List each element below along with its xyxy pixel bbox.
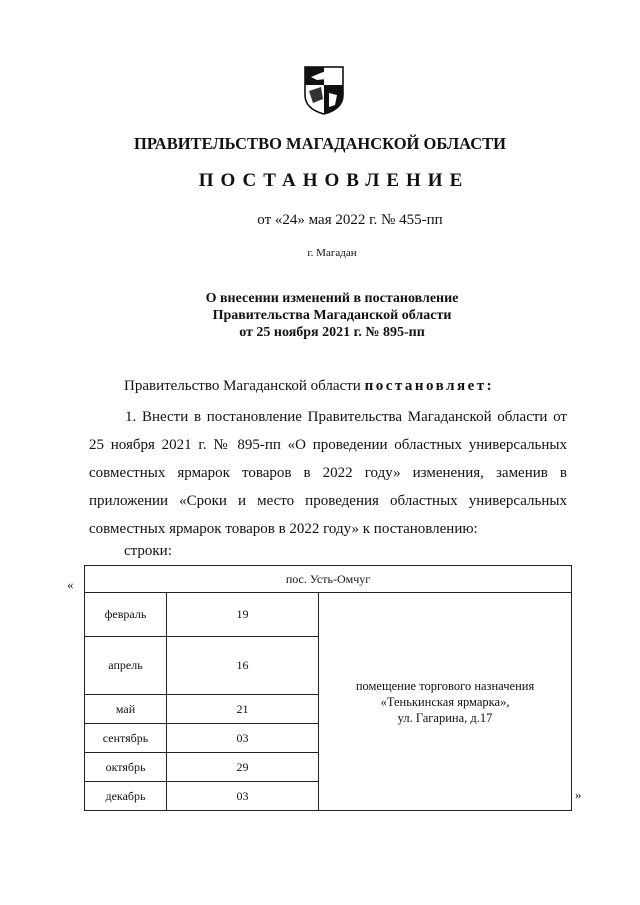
day-cell: 21: [167, 695, 319, 724]
month-cell: май: [85, 695, 167, 724]
subject-line-3: от 25 ноября 2021 г. № 895-пп: [239, 325, 425, 340]
date-and-number: от «24» мая 2022 г. № 455-пп: [257, 212, 443, 228]
city: г. Магадан: [307, 247, 357, 259]
month-cell: апрель: [85, 637, 167, 695]
preamble-verb: постановляет:: [364, 378, 495, 394]
month-cell: октябрь: [85, 753, 167, 782]
rows-label: строки:: [124, 543, 172, 559]
day-cell: 03: [167, 724, 319, 753]
subject-line-2: Правительства Магаданской области: [212, 308, 452, 323]
opening-quote: «: [67, 577, 74, 592]
fair-schedule-table: [84, 565, 572, 811]
preamble-subject: Правительство Магаданской области: [124, 378, 361, 394]
month-cell: сентябрь: [85, 724, 167, 753]
government-name: ПРАВИТЕЛЬСТВО МАГАДАНСКОЙ ОБЛАСТИ: [134, 134, 506, 153]
document-subject: [0, 290, 640, 341]
document-type: ПОСТАНОВЛЕНИЕ: [198, 170, 470, 191]
day-cell: 19: [167, 593, 319, 637]
closing-quote: »: [575, 787, 582, 802]
place-line-2: «Тенькинская ярмарка»,: [380, 694, 510, 709]
month-cell: февраль: [85, 593, 167, 637]
month-cell: декабрь: [85, 782, 167, 811]
location-header: пос. Усть-Омчуг: [85, 566, 572, 593]
day-cell: 16: [167, 637, 319, 695]
place-line-3: ул. Гагарина, д.17: [397, 710, 493, 725]
day-cell: 03: [167, 782, 319, 811]
place-line-1: помещение торгового назначения: [355, 678, 535, 693]
place-cell: [319, 593, 572, 811]
preamble: [124, 378, 494, 395]
table-row: [85, 593, 572, 637]
day-cell: 29: [167, 753, 319, 782]
item-1-paragraph: 1. Внести в постановление Правительства Магаданской области от 25 ноября 2021 г. № 895-пп «О проведении областных универсальных совместных ярмарок товаров в 2022 году» изменения, заменив в приложении «Сроки и место проведения областных универсальных совместных ярмарок товаров в 2022 году» к постановлению:: [89, 409, 567, 537]
coat-of-arms-icon: [303, 65, 345, 115]
subject-line-1: О внесении изменений в постановление: [205, 291, 459, 306]
